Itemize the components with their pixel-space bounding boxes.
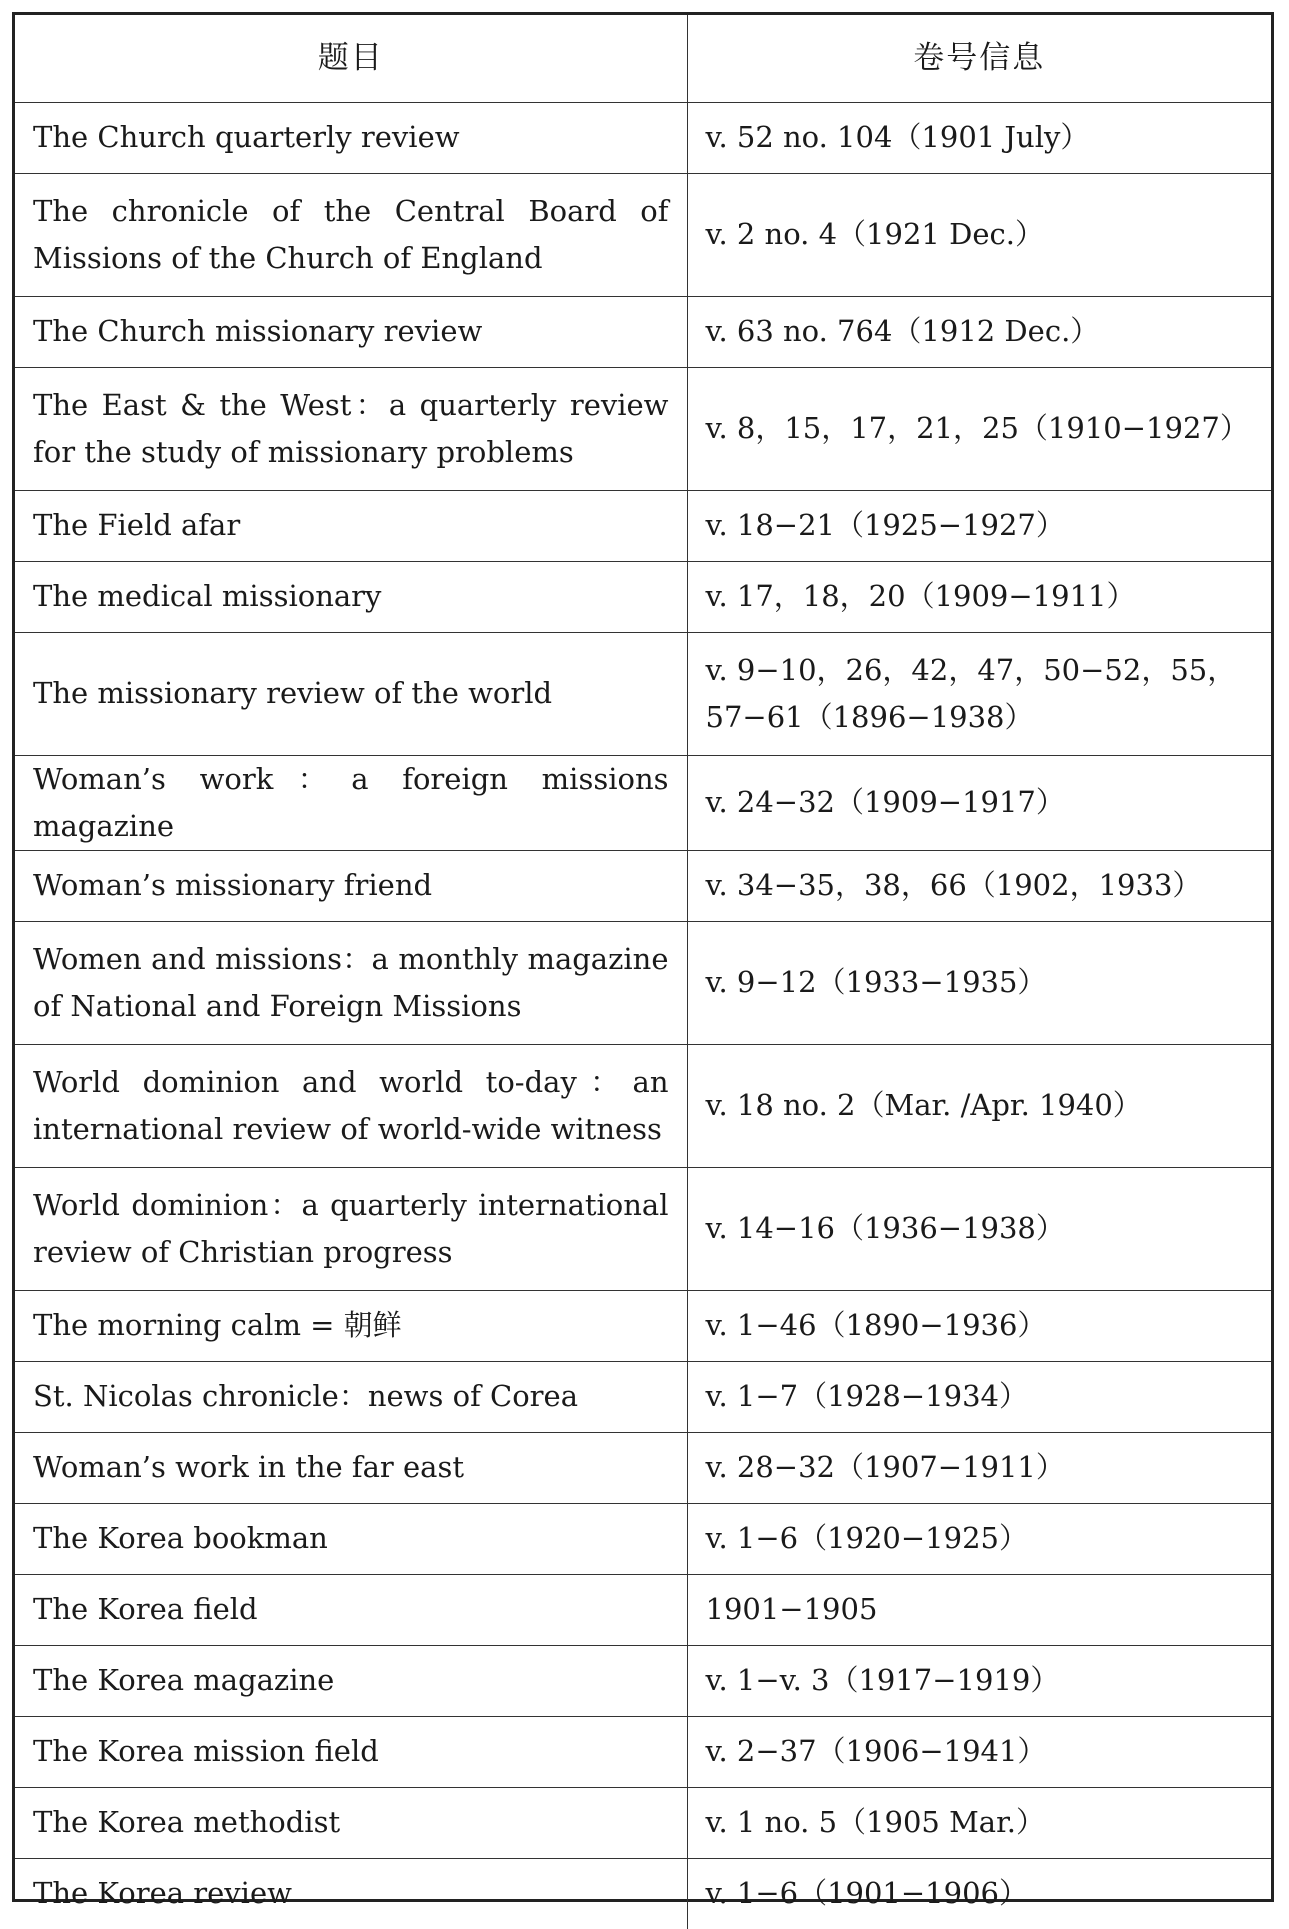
volume-info-cell: v. 9−10，26，42，47，50−52，55，57−61（1896−1938） [687, 632, 1271, 755]
header-title: 题目 [15, 15, 687, 102]
table-row [15, 1574, 1271, 1645]
table-row [15, 1858, 1271, 1929]
table-row [15, 850, 1271, 921]
table-header-row [15, 15, 1271, 102]
volume-info-cell: v. 1−v. 3（1917−1919） [687, 1645, 1271, 1716]
periodical-title-cell: The morning calm = 朝鲜 [15, 1290, 687, 1361]
volume-info-cell: v. 34−35，38，66（1902，1933） [687, 850, 1271, 921]
table-row [15, 1787, 1271, 1858]
periodical-title-cell: The Korea review [15, 1858, 687, 1929]
periodical-title-cell: World dominion：a quarterly international review of Christian progress [15, 1167, 687, 1290]
periodical-title-cell: Woman’s work：a foreign missions magazine [15, 755, 687, 850]
periodical-title-cell: St. Nicolas chronicle：news of Corea [15, 1361, 687, 1432]
table-row [15, 1432, 1271, 1503]
volume-info-cell: v. 1−6（1901−1906） [687, 1858, 1271, 1929]
periodicals-table [15, 15, 1271, 1929]
volume-info-cell: v. 14−16（1936−1938） [687, 1167, 1271, 1290]
volume-info-cell: v. 63 no. 764（1912 Dec.） [687, 296, 1271, 367]
periodical-title-cell: Women and missions：a monthly magazine of National and Foreign Missions [15, 921, 687, 1044]
table-body [15, 102, 1271, 1929]
periodical-title-cell: The chronicle of the Central Board of Missions of the Church of England [15, 173, 687, 296]
volume-info-cell: v. 2−37（1906−1941） [687, 1716, 1271, 1787]
volume-info-cell: v. 18 no. 2（Mar. /Apr. 1940） [687, 1044, 1271, 1167]
periodical-title-cell: The Field afar [15, 490, 687, 561]
periodical-title-cell: The Church missionary review [15, 296, 687, 367]
table-row [15, 1716, 1271, 1787]
table-row [15, 632, 1271, 755]
volume-info-cell: v. 28−32（1907−1911） [687, 1432, 1271, 1503]
volume-info-cell: v. 8，15，17，21，25（1910−1927） [687, 367, 1271, 490]
volume-info-cell: v. 17，18，20（1909−1911） [687, 561, 1271, 632]
volume-info-cell: v. 2 no. 4（1921 Dec.） [687, 173, 1271, 296]
table-row [15, 1044, 1271, 1167]
periodical-title-cell: The Korea mission field [15, 1716, 687, 1787]
periodical-title-cell: The Korea magazine [15, 1645, 687, 1716]
volume-info-cell: v. 18−21（1925−1927） [687, 490, 1271, 561]
periodical-title-cell: Woman’s missionary friend [15, 850, 687, 921]
header-volume: 卷号信息 [687, 15, 1271, 102]
table-row [15, 1290, 1271, 1361]
periodical-title-cell: The missionary review of the world [15, 632, 687, 755]
table-row [15, 1167, 1271, 1290]
volume-info-cell: 1901−1905 [687, 1574, 1271, 1645]
volume-info-cell: v. 1 no. 5（1905 Mar.） [687, 1787, 1271, 1858]
periodical-title-cell: The Korea bookman [15, 1503, 687, 1574]
periodical-title-cell: The Korea field [15, 1574, 687, 1645]
volume-info-cell: v. 9−12（1933−1935） [687, 921, 1271, 1044]
table-row [15, 755, 1271, 850]
table-row [15, 1645, 1271, 1716]
table-row [15, 1361, 1271, 1432]
table-row [15, 490, 1271, 561]
table-row [15, 1503, 1271, 1574]
periodicals-table-frame [12, 12, 1274, 1911]
volume-info-cell: v. 1−6（1920−1925） [687, 1503, 1271, 1574]
periodical-title-cell: The Church quarterly review [15, 102, 687, 173]
periodical-title-cell: The East & the West：a quarterly review for the study of missionary problems [15, 367, 687, 490]
table-row [15, 102, 1271, 173]
periodical-title-cell: The Korea methodist [15, 1787, 687, 1858]
periodical-title-cell: World dominion and world to-day：an international review of world-wide witness [15, 1044, 687, 1167]
table-row [15, 296, 1271, 367]
table-row [15, 173, 1271, 296]
table-row [15, 367, 1271, 490]
volume-info-cell: v. 24−32（1909−1917） [687, 755, 1271, 850]
volume-info-cell: v. 1−7（1928−1934） [687, 1361, 1271, 1432]
periodical-title-cell: Woman’s work in the far east [15, 1432, 687, 1503]
volume-info-cell: v. 1−46（1890−1936） [687, 1290, 1271, 1361]
table-row [15, 921, 1271, 1044]
table-row [15, 561, 1271, 632]
volume-info-cell: v. 52 no. 104（1901 July） [687, 102, 1271, 173]
periodical-title-cell: The medical missionary [15, 561, 687, 632]
